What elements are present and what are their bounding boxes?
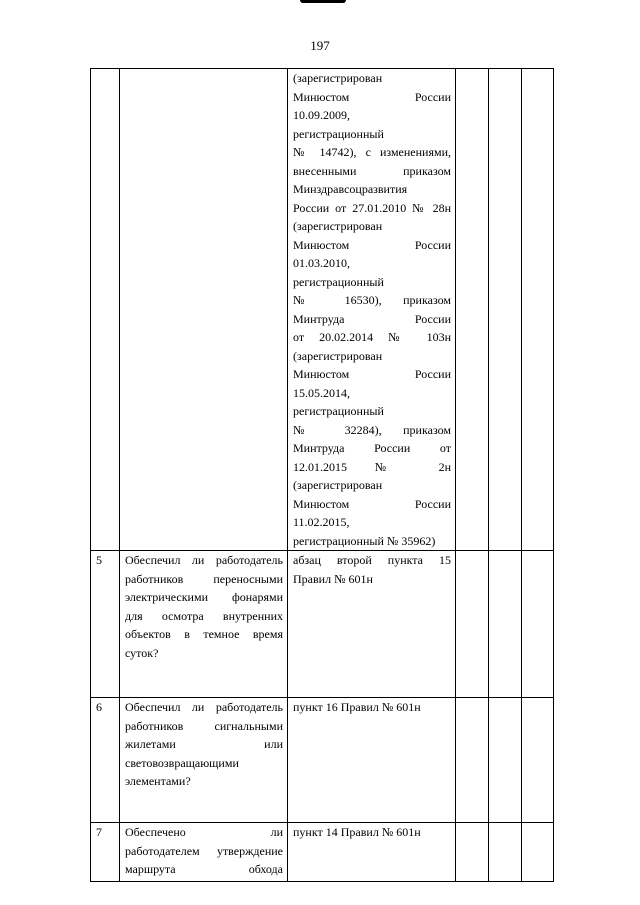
- row-number: 5: [91, 551, 120, 698]
- reference-text-line: Минюстом России: [293, 367, 451, 381]
- answer-na-cell: [522, 69, 554, 551]
- table-row: [91, 698, 554, 823]
- reference-text-line: № 32284), приказом: [293, 422, 451, 437]
- question-text-line: работников переносными: [125, 571, 283, 586]
- answer-yes-cell: [456, 823, 489, 882]
- question-text-line: Обеспечено ли: [125, 825, 283, 839]
- answer-yes-cell: [456, 69, 489, 551]
- reference-text-line: (зарегистрирован: [293, 478, 383, 492]
- question-text-line: Обеспечил ли работодатель: [125, 700, 283, 714]
- row-number: 7: [91, 823, 120, 882]
- question-text-line: объектов в темное время: [125, 627, 283, 641]
- question-text-line: элементами?: [125, 774, 191, 788]
- reference-text-line: пункт 16 Правил № 601н: [293, 700, 421, 714]
- checklist-table: [90, 68, 554, 882]
- reference-text-line: 01.03.2010,: [293, 256, 350, 270]
- answer-no-cell: [489, 823, 522, 882]
- reference-text-line: Минздравсоцразвития: [293, 182, 408, 196]
- answer-no-cell: [489, 698, 522, 823]
- table-row: [91, 69, 554, 551]
- question-cell: [120, 823, 288, 882]
- reference-text-line: Минюстом России: [293, 496, 451, 511]
- reference-text-line: (зарегистрирован: [293, 348, 383, 363]
- question-text-line: световозвращающими: [125, 755, 239, 770]
- table-row: [91, 551, 554, 698]
- reference-text-line: № 16530), приказом: [293, 293, 451, 307]
- reference-cell: [288, 69, 456, 551]
- reference-text-line: (зарегистрирован: [293, 71, 383, 85]
- reference-text-line: (зарегистрирован: [293, 219, 383, 233]
- reference-text-line: внесенными приказом: [293, 163, 451, 178]
- reference-text-line: Минтруда России: [293, 311, 451, 326]
- reference-text-line: Правил № 601н: [293, 571, 373, 586]
- reference-text-line: регистрационный: [293, 274, 384, 289]
- reference-text-line: регистрационный: [293, 126, 384, 141]
- reference-text-line: регистрационный: [293, 404, 384, 418]
- answer-no-cell: [489, 551, 522, 698]
- reference-cell: [288, 823, 456, 882]
- reference-text-line: 10.09.2009,: [293, 108, 350, 122]
- answer-yes-cell: [456, 551, 489, 698]
- answer-no-cell: [489, 69, 522, 551]
- question-text-line: Обеспечил ли работодатель: [125, 553, 283, 567]
- question-cell: [120, 551, 288, 698]
- reference-text-line: 12.01.2015 № 2н: [293, 459, 451, 474]
- question-cell: [120, 69, 288, 551]
- answer-yes-cell: [456, 698, 489, 823]
- question-text-line: работодателем утверждение: [125, 843, 283, 858]
- reference-cell: [288, 698, 456, 823]
- reference-text-line: пункт 14 Правил № 601н: [293, 825, 421, 839]
- reference-text-line: Минюстом России: [293, 89, 451, 104]
- reference-cell: [288, 551, 456, 698]
- reference-text-line: абзац второй пункта 15: [293, 553, 451, 567]
- reference-text-line: 15.05.2014,: [293, 385, 350, 400]
- question-text-line: для осмотра внутренних: [125, 608, 283, 623]
- reference-text-line: регистрационный № 35962): [293, 533, 436, 548]
- question-text-line: маршрута обхода: [125, 862, 283, 876]
- reference-text-line: от 20.02.2014 № 103н: [293, 330, 451, 344]
- answer-na-cell: [522, 823, 554, 882]
- reference-text-line: № 14742), с изменениями,: [293, 145, 451, 159]
- answer-na-cell: [522, 551, 554, 698]
- scan-edge-mark: [300, 0, 346, 3]
- reference-text-line: 11.02.2015,: [293, 515, 350, 529]
- answer-na-cell: [522, 698, 554, 823]
- reference-text-line: России от 27.01.2010 № 28н: [293, 200, 451, 215]
- row-number: [91, 69, 120, 551]
- question-text-line: электрическими фонарями: [125, 590, 283, 604]
- page-number: 197: [310, 38, 330, 53]
- reference-text-line: Минтруда России от: [293, 441, 451, 455]
- question-text-line: работников сигнальными: [125, 718, 283, 733]
- question-cell: [120, 698, 288, 823]
- row-number: 6: [91, 698, 120, 823]
- question-text-line: суток?: [125, 645, 159, 660]
- table-row: [91, 823, 554, 882]
- question-text-line: жилетами или: [125, 737, 283, 751]
- reference-text-line: Минюстом России: [293, 237, 451, 252]
